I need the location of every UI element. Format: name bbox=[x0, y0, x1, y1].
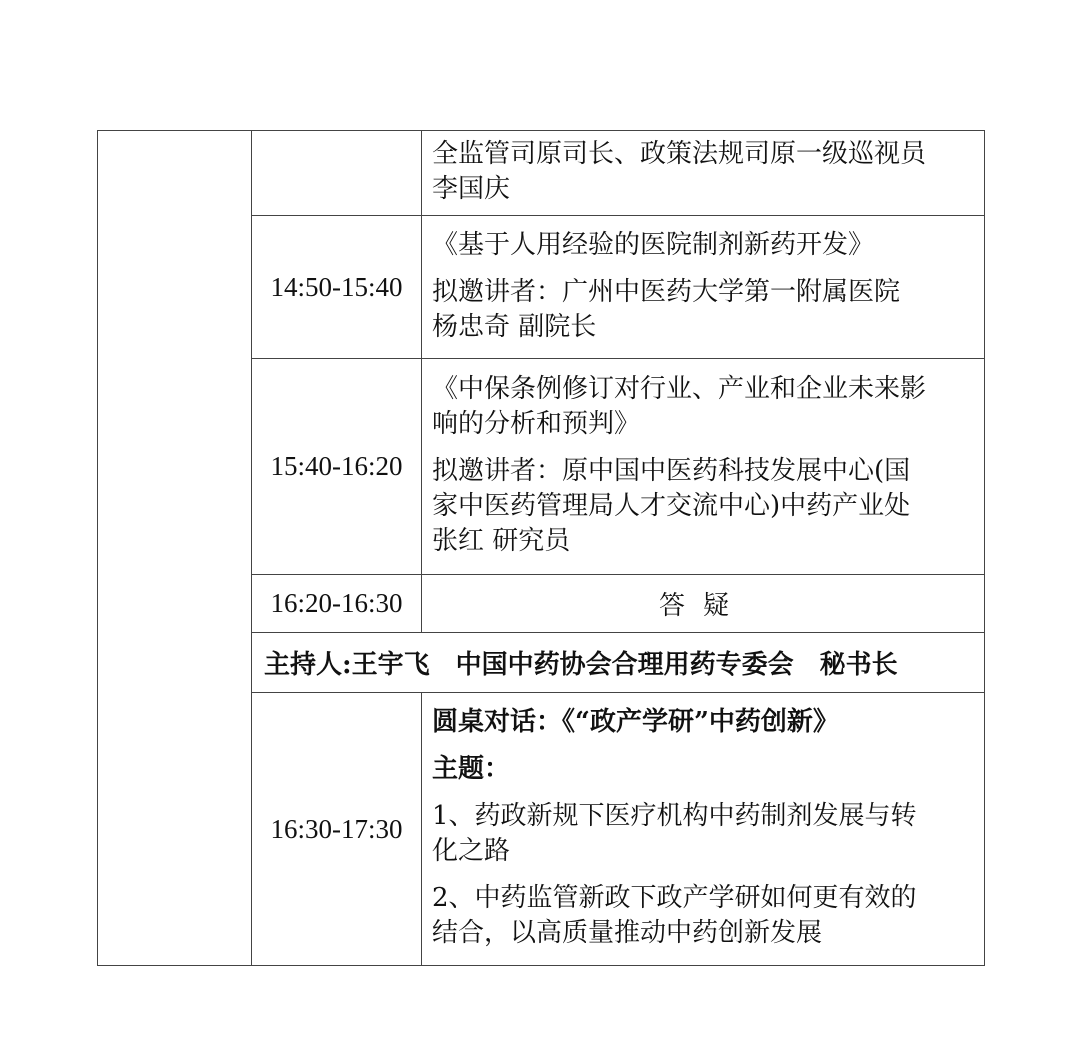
talk-title-line: 《中保条例修订对行业、产业和企业未来影 bbox=[432, 374, 927, 404]
time-cell: 15:40-16:20 bbox=[252, 359, 422, 575]
topic-line: 结合，以高质量推动中药创新发展 bbox=[432, 918, 823, 948]
talk-title: 《基于人用经验的医院制剂新药开发》 bbox=[432, 229, 875, 260]
time-cell: 16:30-17:30 bbox=[252, 693, 422, 966]
host-organization: 中国中药协会合理用药专委会 bbox=[455, 650, 794, 680]
host-title: 秘书长 bbox=[819, 650, 898, 680]
speaker-line: 张红 研究员 bbox=[432, 526, 571, 556]
topic-label: 主题： bbox=[432, 754, 511, 784]
table-row bbox=[98, 131, 985, 216]
speaker-line: 拟邀讲者：广州中医药大学第一附属医院 bbox=[432, 276, 901, 307]
time-cell: 16:20-16:30 bbox=[252, 575, 422, 633]
roundtable-title: 圆桌对话：《“政产学研”中药创新》 bbox=[432, 707, 839, 737]
content-cell bbox=[422, 693, 985, 966]
content-cell bbox=[422, 216, 985, 359]
topic-line: 化之路 bbox=[432, 836, 511, 866]
speaker-line: 杨忠奇 副院长 bbox=[432, 311, 597, 342]
time-cell bbox=[252, 131, 422, 216]
speaker-line: 全监管司原司长、政策法规司原一级巡视员 bbox=[432, 139, 927, 169]
content-cell bbox=[422, 131, 985, 216]
time-cell: 14:50-15:40 bbox=[252, 216, 422, 359]
qa-label: 答疑 bbox=[422, 575, 985, 633]
topic-line: 2、中药监管新政下政产学研如何更有效的 bbox=[432, 883, 917, 913]
host-name: 主持人:王宇飞 bbox=[264, 650, 430, 680]
speaker-line: 家中医药管理局人才交流中心)中药产业处 bbox=[432, 491, 911, 521]
content-cell bbox=[422, 359, 985, 575]
session-column-cell bbox=[98, 131, 252, 966]
speaker-line: 拟邀讲者：原中国中医药科技发展中心(国 bbox=[432, 456, 911, 486]
agenda-table bbox=[97, 130, 985, 966]
host-cell bbox=[252, 633, 985, 693]
speaker-line: 李国庆 bbox=[432, 174, 511, 204]
talk-title-line: 响的分析和预判》 bbox=[432, 409, 641, 439]
topic-line: 1、药政新规下医疗机构中药制剂发展与转 bbox=[432, 801, 917, 831]
